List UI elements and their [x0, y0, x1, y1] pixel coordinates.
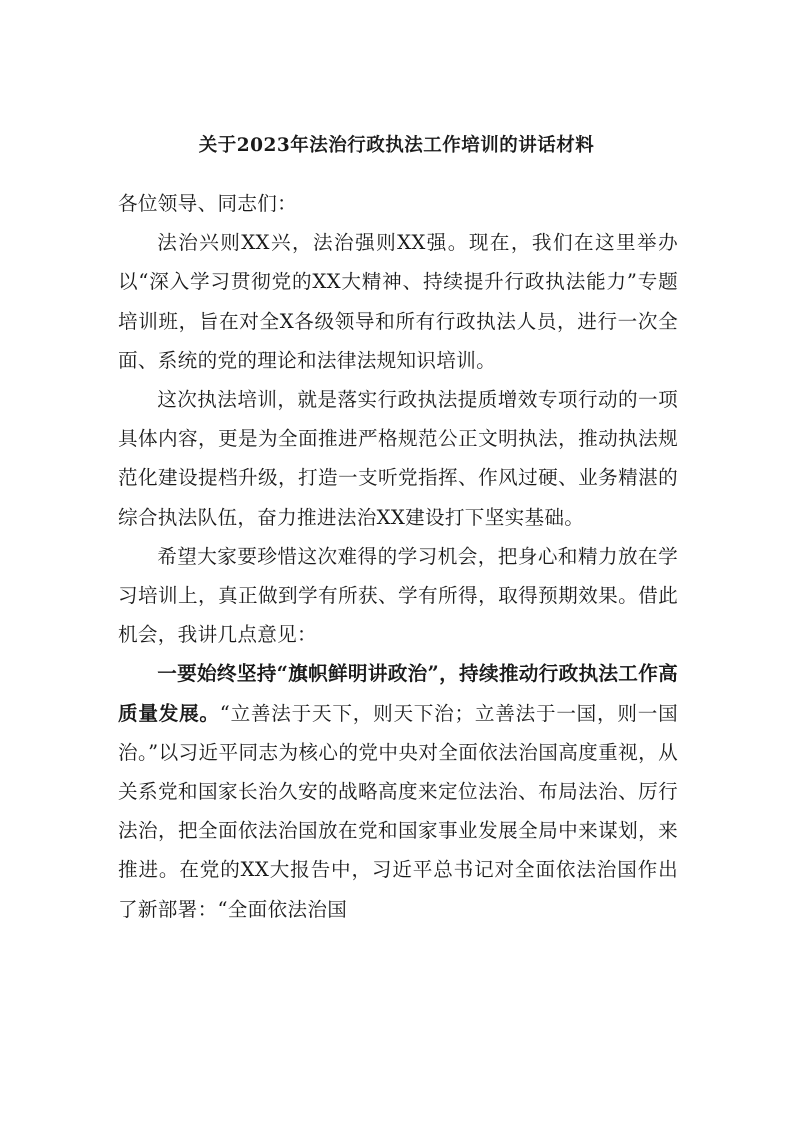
paragraph-2: 这次执法培训，就是落实行政执法提质增效专项行动的一项具体内容，更是为全面推进严格规范公正文明执法，推动执法规范化建设提档升级，打造一支听党指挥、作风过硬、业务精湛的综合执法队伍，奋力推进法治XX建设打下坚实基础。	[118, 388, 678, 529]
document-title: 关于2023年法治行政执法工作培训的讲话材料	[198, 135, 595, 156]
paragraph-1: 法治兴则XX兴，法治强则XX强。现在，我们在这里举办以“深入学习贯彻党的XX大精神、持续提升行政执法能力”专题培训班，旨在对全X各级领导和所有行政执法人员，进行一次全面、系统的党的理论和法律法规知识培训。	[118, 231, 678, 372]
section-one-paragraph	[118, 654, 678, 928]
paragraph-3: 希望大家要珍惜这次难得的学习机会，把身心和精力放在学习培训上，真正做到学有所获、学有所得，取得预期效果。借此机会，我讲几点意见：	[118, 544, 678, 647]
section-one-text: “立善法于天下，则天下治；立善法于一国，则一国治。”以习近平同志为核心的党中央对全面依法治国高度重视，从关系党和国家长治久安的战略高度来定位法治、布局法治、厉行法治，把全面依法治国放在党和国家事业发展全局中来谋划，来推进。在党的XX大报告中，习近平总书记对全面依法治国作出了新部署：“全面依法治国	[118, 701, 678, 921]
document-body	[118, 184, 678, 929]
greeting: 各位领导、同志们：	[118, 192, 298, 215]
section-one-heading: 一要始终坚持“旗帜鲜明讲政治”，持续推动行政执法工作高质量发展。	[118, 662, 678, 725]
